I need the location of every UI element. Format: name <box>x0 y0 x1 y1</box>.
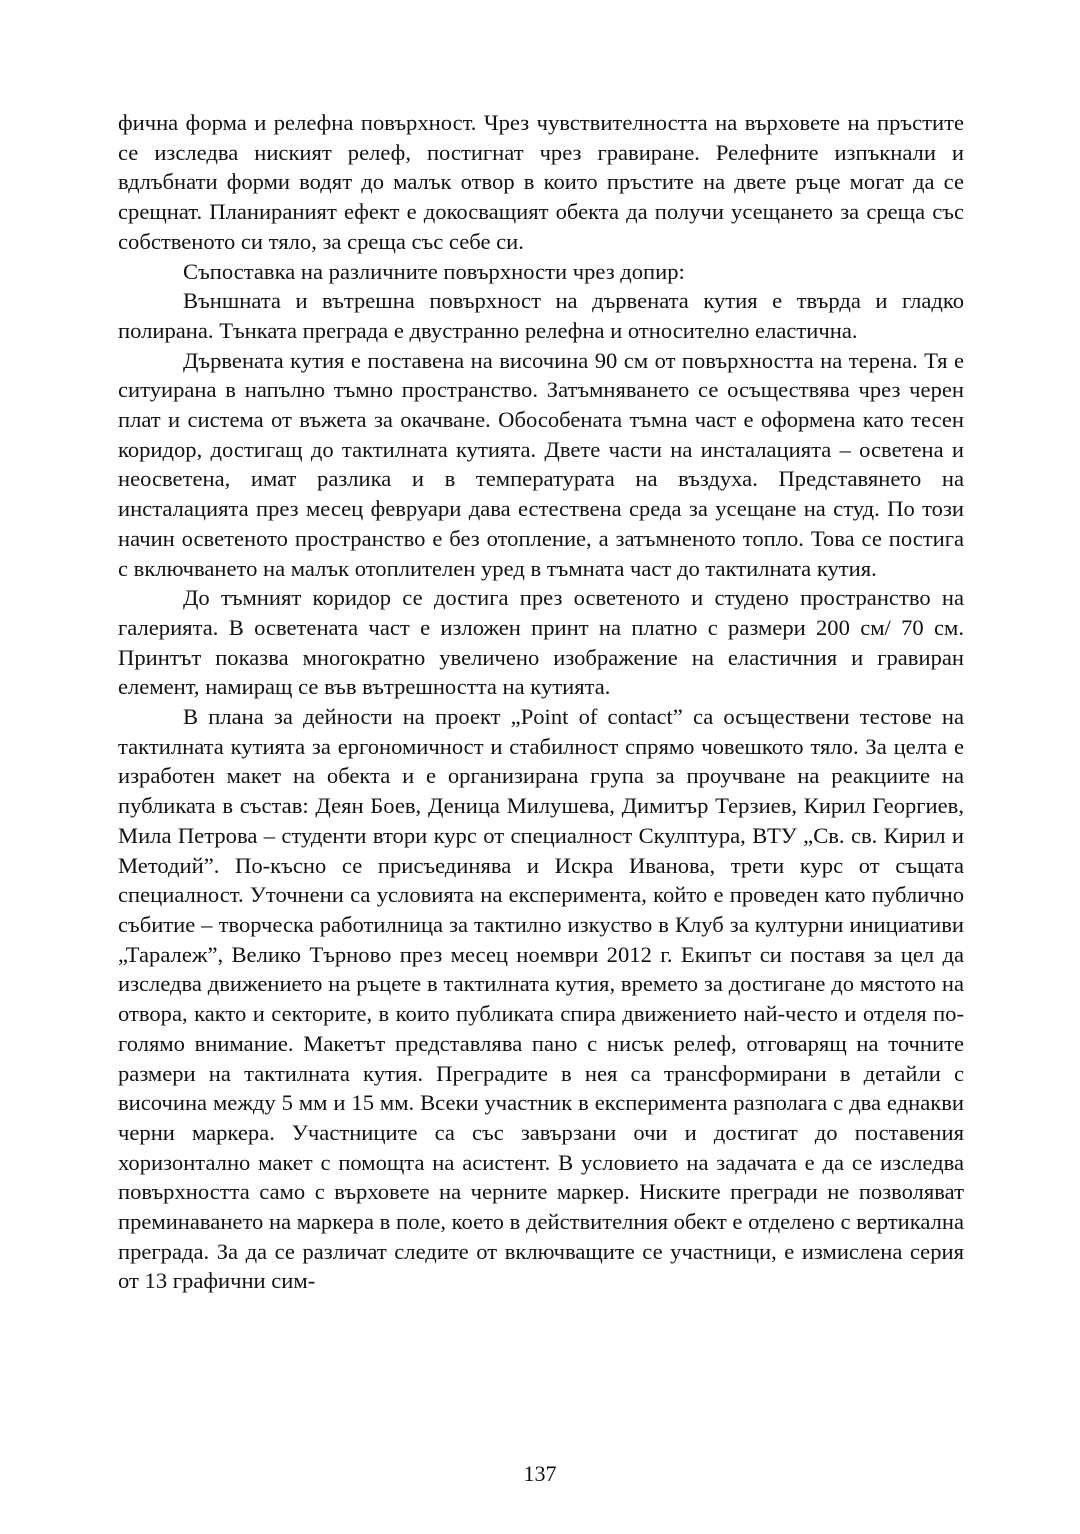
page-body <box>118 108 964 1296</box>
paragraph-project-tests: В плана за дейности на проект „Point of contact” са осъществени тестове на тактилната кутията за ергономичност и стабилност спрямо човешкото тяло. За целта е изработен макет на обекта и е организирана група за проучване на реакциите на публиката в състав: Деян Боев, Деница Милушева, Димитър Терзиев, Кирил Георгиев, Мила Петрова – студенти втори курс от специалност Скулптура, ВТУ „Св. св. Кирил и Методий”. По-късно се присъединява и Искра Иванова, трети курс от същата специалност. Уточнени са условията на експеримента, който е проведен като публично събитие – творческа работилница за тактилно изкуство в Клуб за културни инициативи „Таралеж”, Велико Търново през месец ноември 2012 г. Екипът си поставя за цел да изследва движението на ръцете в тактилната кутия, времето за достигане до мястото на отвора, както и секторите, в които публиката спира движението най-често и отделя по-голямо внимание. Макетът представлява пано с нисък релеф, отговарящ на точните размери на тактилната кутия. Преградите в нея са трансформирани в детайли с височина между 5 мм и 15 мм. Всеки участник в експеримента разполага с два еднакви черни маркера. Участниците са със завързани очи и достигат до поставения хоризонтално макет с помощта на асистент. В условието на задачата е да се изследва повърхността само с върховете на черните маркер. Ниските прегради не позволяват преминаването на маркера в поле, което в действителния обект е отделено с вертикална преграда. За да се различат следите от включващите се участници, е измислена серия от 13 графични сим- <box>118 704 964 1294</box>
paragraph-comparison-heading: Съпоставка на различните повърхности чрез допир: <box>183 258 685 284</box>
paragraph-dark-corridor: До тъмният коридор се достига през осветеното и студено пространство на галерията. В осветената част е изложен принт на платно с размери 200 см/ 70 см. Принтът показва многократно увеличено изображение на еластичния и гравиран елемент, намиращ се във вътрешността на кутията. <box>118 585 964 700</box>
paragraph-surfaces: Външната и вътрешна повърхност на дървената кутия е твърда и гладко полирана. Тънката преграда е двустранно релефна и относително еластична. <box>118 288 964 343</box>
paragraph-continuation: фична форма и релефна повърхност. Чрез чувствителността на върховете на пръстите се изследва ниският релеф, постигнат чрез гравиране. Релефните изпъкнали и вдлъбнати форми водят до малък отвор в които пръстите на двете ръце могат да се срещнат. Планираният ефект е докосващият обекта да получи усещането за среща със собственото си тяло, за среща със себе си. <box>118 110 964 254</box>
paragraph-box-placement: Дървената кутия е поставена на височина 90 см от повърхността на терена. Тя е ситуирана в напълно тъмно пространство. Затъмняването се осъществява чрез черен плат и система от въжета за окачване. Обособената тъмна част е оформена като тесен коридор, достигащ до тактилната кутията. Двете части на инсталацията – осветена и неосветена, имат разлика и в температурата на въздуха. Представянето на инсталацията през месец февруари дава естествена среда за усещане на студ. По този начин осветеното пространство е без отопление, а затъмненото топло. Това се постига с включването на малък отоплителен уред в тъмната част до тактилната кутия. <box>118 347 964 581</box>
page-number: 137 <box>523 1461 557 1486</box>
